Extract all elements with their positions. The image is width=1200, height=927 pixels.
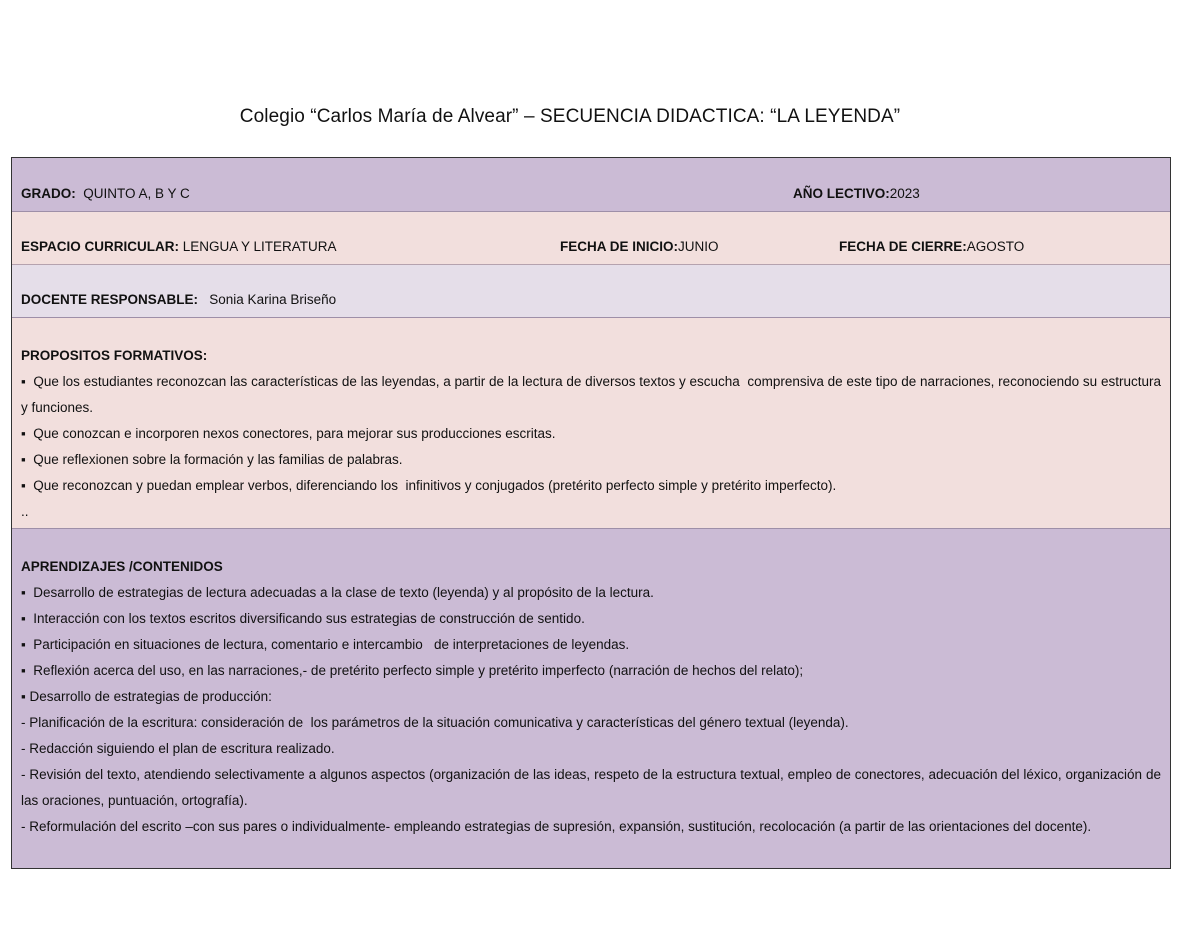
proposito-item: ▪ Que reflexionen sobre la formación y las familias de palabras. xyxy=(21,452,403,467)
cierre-label: FECHA DE CIERRE: xyxy=(839,239,967,254)
aprendizajes-heading: APRENDIZAJES /CONTENIDOS xyxy=(21,559,223,574)
page-title: Colegio “Carlos María de Alvear” – SECUENCIA DIDACTICA: “LA LEYENDA” xyxy=(239,106,901,127)
aprendizajes-section xyxy=(12,529,1170,868)
docente-value: Sonia Karina Briseño xyxy=(198,292,337,307)
cierre-value: AGOSTO xyxy=(966,239,1025,254)
docente-field xyxy=(21,292,336,307)
grado-label: GRADO: xyxy=(21,186,76,201)
espacio-value: LENGUA Y LITERATURA xyxy=(179,239,337,254)
proposito-item: ▪ Que los estudiantes reconozcan las características de las leyendas, a partir de la lectura de diversos textos y escucha comprensiva de este tipo de narraciones, reconociendo su estructura y funciones. xyxy=(21,374,1165,415)
inicio-value: JUNIO xyxy=(678,239,719,254)
aprendizaje-item: ▪ Desarrollo de estrategias de producción: xyxy=(21,689,272,704)
anio-label: AÑO LECTIVO: xyxy=(793,186,890,201)
cierre-field xyxy=(839,239,1024,254)
docente-label: DOCENTE RESPONSABLE: xyxy=(21,292,199,307)
espacio-label: ESPACIO CURRICULAR: xyxy=(21,239,179,254)
row-espacio xyxy=(12,212,1170,265)
aprendizaje-item: - Revisión del texto, atendiendo selectivamente a algunos aspectos (organización de las ideas, respeto de la estructura textual, empleo de conectores, adecuación del léxico, organización de las oraciones, puntuación, ortografía). xyxy=(21,767,1161,808)
proposito-item: ▪ Que reconozcan y puedan emplear verbos, diferenciando los infinitivos y conjugados (pretérito perfecto simple y pretérito imperfecto). xyxy=(21,478,837,493)
anio-field xyxy=(793,186,920,201)
proposito-item: .. xyxy=(21,504,29,519)
aprendizaje-item: - Redacción siguiendo el plan de escritura realizado. xyxy=(21,741,335,756)
aprendizaje-item: ▪ Reflexión acerca del uso, en las narraciones,- de pretérito perfecto simple y pretérito imperfecto (narración de hechos del relato); xyxy=(21,663,804,678)
aprendizaje-item: ▪ Desarrollo de estrategias de lectura adecuadas a la clase de texto (leyenda) y al propósito de la lectura. xyxy=(21,585,654,600)
aprendizaje-item: ▪ Participación en situaciones de lectura, comentario e intercambio de interpretaciones de leyendas. xyxy=(21,637,630,652)
row-grado xyxy=(12,158,1170,212)
aprendizaje-item: - Reformulación del escrito –con sus pares o individualmente- empleando estrategias de supresión, expansión, sustitución, recolocación (a partir de las orientaciones del docente). xyxy=(21,819,1092,834)
aprendizaje-item: - Planificación de la escritura: consideración de los parámetros de la situación comunicativa y características del género textual (leyenda). xyxy=(21,715,849,730)
anio-value: 2023 xyxy=(889,186,920,201)
proposito-item: ▪ Que conozcan e incorporen nexos conectores, para mejorar sus producciones escritas. xyxy=(21,426,556,441)
grado-field xyxy=(21,186,190,201)
inicio-field xyxy=(560,239,719,254)
row-docente xyxy=(12,265,1170,318)
propositos-section xyxy=(12,318,1170,529)
propositos-heading: PROPOSITOS FORMATIVOS: xyxy=(21,348,208,363)
planning-table xyxy=(11,157,1171,869)
aprendizaje-item: ▪ Interacción con los textos escritos diversificando sus estrategias de construcción de sentido. xyxy=(21,611,585,626)
espacio-field xyxy=(21,239,337,254)
grado-value: QUINTO A, B Y C xyxy=(75,186,190,201)
inicio-label: FECHA DE INICIO: xyxy=(560,239,678,254)
